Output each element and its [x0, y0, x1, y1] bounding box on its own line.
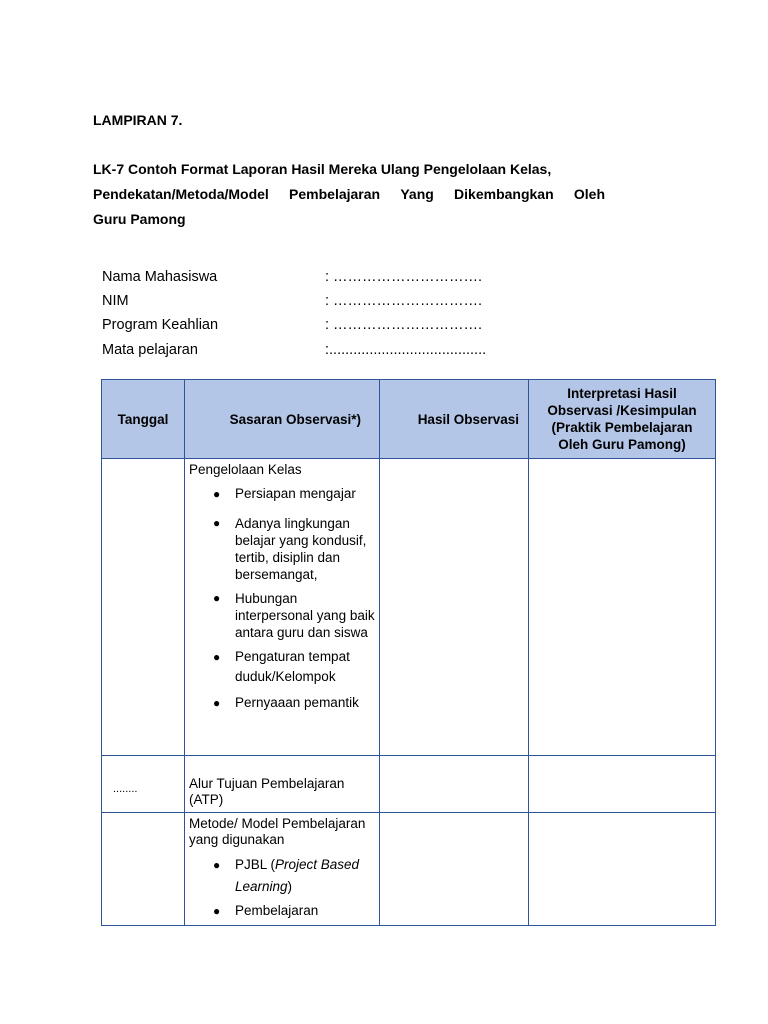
title-line-2 [93, 182, 605, 207]
title-line-1: LK-7 Contoh Format Laporan Hasil Mereka Ulang Pengelolaan Kelas, [93, 161, 552, 177]
bullet-icon: ● [213, 904, 221, 918]
list-item: ● Persiapan mengajar [213, 486, 356, 501]
field-label-nama: Nama Mahasiswa [102, 269, 218, 285]
list-item: ● Pembelajaran [189, 900, 375, 922]
cell-sasaran [185, 459, 380, 756]
title-word: Pendekatan/Metoda/Model [93, 186, 269, 202]
header-interpretasi-line: Interpretasi Hasil [567, 386, 677, 401]
bullet-list [189, 854, 375, 922]
title-word: Yang [400, 186, 434, 202]
observation-table [101, 379, 716, 926]
title-line-3: Guru Pamong [93, 211, 186, 227]
title-word: Pembelajaran [289, 186, 381, 202]
cell-tanggal [102, 813, 185, 926]
field-value-nama: : …………………………. [325, 269, 483, 285]
document-title [93, 157, 613, 232]
header-tanggal: Tanggal [102, 380, 185, 459]
cell-sasaran [185, 813, 380, 926]
field-value-mapel: :....................................... [325, 342, 487, 358]
field-value-program: : …………………………. [325, 317, 483, 333]
list-item: ● Hubungan interpersonal yang baik antara guru dan siswa [213, 590, 375, 640]
row-title: Metode/ Model Pembelajaran yang digunakan [189, 816, 366, 847]
header-interpretasi [529, 380, 716, 459]
header-interpretasi-line: Oleh Guru Pamong) [558, 437, 686, 452]
cell-tanggal [102, 459, 185, 756]
bullet-icon: ● [213, 695, 221, 710]
row-title: Alur Tujuan Pembelajaran (ATP) [189, 776, 345, 807]
bullet-icon: ● [213, 590, 221, 605]
list-item: ● Adanya lingkungan belajar yang kondusif, tertib, disiplin dan bersemangat, [213, 515, 367, 582]
header-interpretasi-line: Observasi /Kesimpulan [547, 403, 697, 418]
row-title: Pengelolaan Kelas [189, 462, 302, 477]
cell-interpretasi [529, 459, 716, 756]
table-row [102, 756, 716, 813]
bullet-icon: ● [213, 649, 221, 664]
list-item: ● Pernyaaan pemantik [213, 694, 359, 710]
title-word: Dikembangkan [454, 186, 554, 202]
appendix-heading: LAMPIRAN 7. [93, 112, 183, 128]
bullet-icon: ● [213, 487, 221, 501]
bullet-list [189, 486, 375, 711]
header-hasil: Hasil Observasi [380, 380, 529, 459]
bullet-icon: ● [213, 858, 221, 872]
field-label-nim: NIM [102, 293, 129, 309]
bullet-icon: ● [213, 515, 221, 530]
cell-interpretasi [529, 756, 716, 813]
cell-tanggal: ........ [102, 756, 185, 813]
cell-interpretasi [529, 813, 716, 926]
field-value-nim: : …………………………. [325, 293, 483, 309]
header-interpretasi-line: (Praktik Pembelajaran [551, 420, 693, 435]
table-header-row [102, 380, 716, 459]
title-word: Oleh [573, 186, 605, 202]
table-row [102, 459, 716, 756]
list-item: ● PJBL (Project Based Learning) [189, 854, 375, 898]
cell-hasil [380, 459, 529, 756]
header-sasaran: Sasaran Observasi*) [185, 380, 380, 459]
field-label-program: Program Keahlian [102, 317, 219, 333]
cell-hasil [380, 756, 529, 813]
list-item: ● Pengaturan tempat duduk/Kelompok [213, 648, 350, 684]
cell-sasaran [185, 756, 380, 813]
field-label-mapel: Mata pelajaran [102, 342, 198, 358]
cell-hasil [380, 813, 529, 926]
table-row [102, 813, 716, 926]
